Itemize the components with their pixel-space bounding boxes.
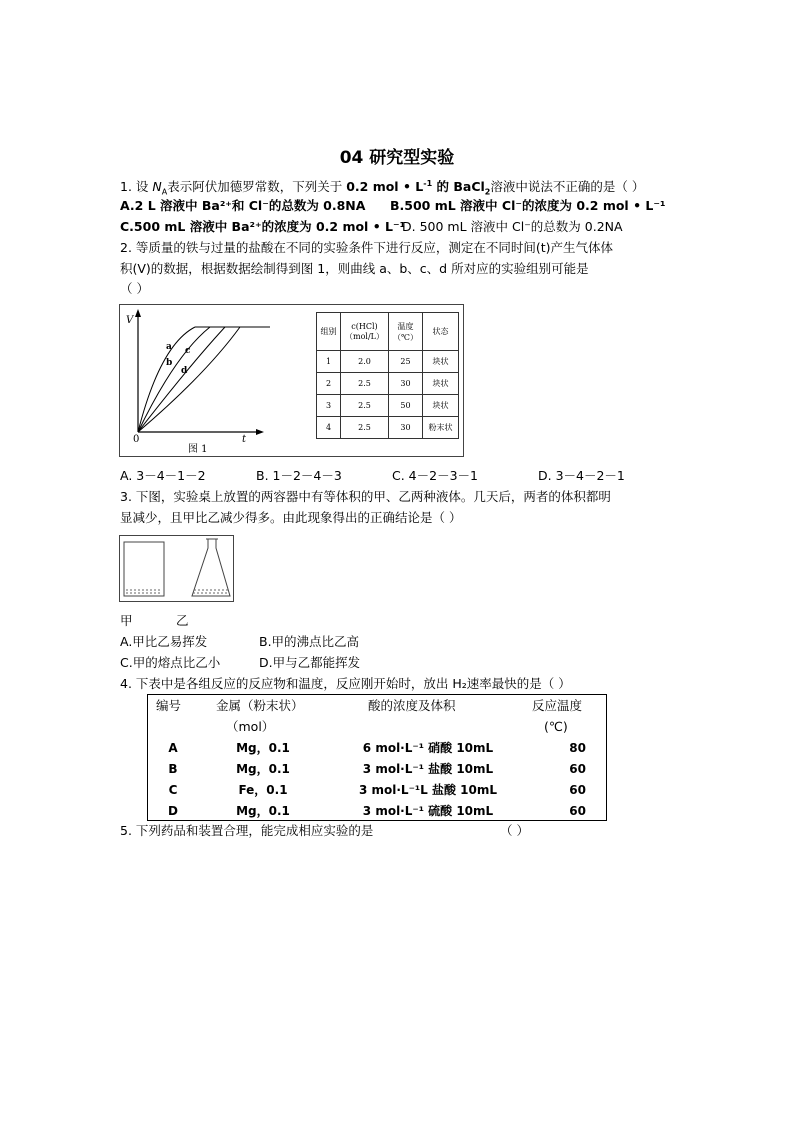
- curve-c: [138, 327, 225, 432]
- q4-header-temp-unit: (℃): [544, 719, 568, 734]
- cell: 3 mol·L⁻¹L 盐酸 10mL: [358, 783, 498, 797]
- header-state: 状态: [423, 313, 459, 351]
- q4-data-rows: [148, 737, 606, 821]
- cell: D: [168, 803, 178, 818]
- q2-stem-line2: 积(V)的数据，根据数据绘制得到图 1，则曲线 a、b、c、d 所对应的实验组别可能是: [120, 261, 589, 276]
- cell: 1: [317, 351, 341, 373]
- cell: 4: [317, 417, 341, 439]
- cell: 60: [569, 782, 586, 797]
- q3-option-b: B.甲的沸点比乙高: [259, 634, 360, 649]
- q2-option-c: C. 4－2－3－1: [392, 468, 478, 483]
- cell: 2.5: [341, 373, 389, 395]
- cell: 块状: [423, 351, 459, 373]
- q1-option-c: C.500 mL 溶液中 Ba²⁺的浓度为 0.2 mol • L⁻¹: [120, 219, 406, 234]
- q5-stem: 5. 下列药品和装置合理，能完成相应实验的是: [120, 823, 374, 838]
- q1-option-a: A.2 L 溶液中 Ba²⁺和 Cl⁻的总数为 0.8NA: [120, 198, 366, 213]
- cell: 60: [569, 761, 586, 776]
- q3-option-d: D.甲与乙都能挥发: [259, 655, 361, 670]
- q3-containers-drawing: [120, 536, 235, 603]
- cell: 2.5: [341, 417, 389, 439]
- cell: A: [168, 740, 178, 755]
- header-concentration: c(HCl)（mol/L）: [341, 313, 389, 351]
- q3-containers-figure: [119, 535, 234, 602]
- table-row: [148, 737, 606, 758]
- cell: Fe，0.1: [238, 783, 288, 797]
- cell: 30: [389, 417, 423, 439]
- q3-label-yi: 乙: [176, 613, 189, 628]
- table-row: [148, 758, 606, 779]
- beaker-jia: [124, 542, 164, 596]
- header-group: 组别: [317, 313, 341, 351]
- q2-stem-line1: 2. 等质量的铁与过量的盐酸在不同的实验条件下进行反应，测定在不同时间(t)产生气体体: [120, 240, 614, 255]
- cell: 3 mol·L⁻¹ 盐酸 10mL: [362, 762, 494, 776]
- graph-origin-label: 0: [133, 434, 140, 445]
- q3-stem-line1: 3. 下图，实验桌上放置的两容器中有等体积的甲、乙两种液体。几天后，两者的体积都明: [120, 489, 611, 504]
- table-row: [148, 779, 606, 800]
- curve-d: [138, 327, 270, 432]
- graph-y-label: V: [126, 315, 134, 326]
- table-header-row: [317, 313, 459, 351]
- q4-header-metal: 金属（粉末状）: [216, 698, 304, 713]
- curve-a-label: a: [166, 342, 172, 352]
- page-title: 04 研究型实验: [339, 148, 455, 168]
- q3-option-a: A.甲比乙易挥发: [120, 634, 208, 649]
- q3-stem-line2: 显减少，且甲比乙减少得多。由此现象得出的正确结论是（ ）: [120, 510, 462, 525]
- q2-figure-frame: [119, 304, 464, 457]
- cell: 6 mol·L⁻¹ 硝酸 10mL: [362, 741, 494, 755]
- graph-x-label: t: [242, 434, 247, 445]
- cell: 50: [389, 395, 423, 417]
- curve-b: [138, 327, 210, 432]
- q2-option-a: A. 3－4－1－2: [120, 468, 206, 483]
- cell: 3 mol·L⁻¹ 硫酸 10mL: [362, 804, 494, 818]
- q2-conditions-table: [316, 312, 459, 439]
- flask-yi: [192, 539, 230, 596]
- q3-option-c: C.甲的熔点比乙小: [120, 655, 221, 670]
- cell: 60: [569, 803, 586, 818]
- q2-option-d: D. 3－4－2－1: [538, 468, 625, 483]
- q4-header-number: 编号: [156, 698, 182, 713]
- cell: 2.0: [341, 351, 389, 373]
- cell: Mg，0.1: [236, 762, 290, 776]
- table-row: [317, 351, 459, 373]
- cell: Mg，0.1: [236, 804, 290, 818]
- cell: 3: [317, 395, 341, 417]
- table-row: [148, 800, 606, 821]
- q4-reaction-table: [147, 694, 607, 821]
- q1-option-d: D. 500 mL 溶液中 Cl⁻的总数为 0.2NA: [402, 219, 623, 234]
- cell: 块状: [423, 373, 459, 395]
- header-temperature: 温度（℃）: [389, 313, 423, 351]
- q2-option-b: B. 1－2－4－3: [256, 468, 342, 483]
- q4-header-metal-unit: （mol）: [226, 719, 275, 734]
- cell: 25: [389, 351, 423, 373]
- cell: C: [168, 782, 178, 797]
- q5-answer-blank: （ ）: [500, 823, 529, 838]
- table-row: [317, 417, 459, 439]
- cell: 2: [317, 373, 341, 395]
- table-row: [317, 373, 459, 395]
- cell: 80: [569, 740, 586, 755]
- q3-label-jia: 甲: [120, 613, 133, 628]
- cell: 块状: [423, 395, 459, 417]
- q2-stem-line3: （ ）: [120, 281, 149, 296]
- curve-c-label: c: [185, 346, 191, 356]
- graph-caption: 图 1: [188, 444, 208, 455]
- q4-stem: 4. 下表中是各组反应的反应物和温度，反应刚开始时，放出 H₂速率最快的是（ ）: [120, 676, 571, 691]
- cell: 粉末状: [423, 417, 459, 439]
- q1-option-b: B.500 mL 溶液中 Cl⁻的浓度为 0.2 mol • L⁻¹: [390, 198, 666, 213]
- curve-d-label: d: [181, 366, 188, 376]
- cell: B: [168, 761, 178, 776]
- q4-header-temp: 反应温度: [532, 698, 583, 713]
- q4-header-acid: 酸的浓度及体积: [368, 698, 456, 713]
- cell: 30: [389, 373, 423, 395]
- curve-b-label: b: [166, 358, 173, 368]
- cell: Mg，0.1: [236, 741, 290, 755]
- table-row: [317, 395, 459, 417]
- cell: 2.5: [341, 395, 389, 417]
- q1-stem: 1. 设 $N_A$表示阿伏加德罗常数，下列关于 0.2 mol • $L^{-1}$ 的 BaCl$_2$溶液中说法不正确的是（ ）: [120, 179, 645, 197]
